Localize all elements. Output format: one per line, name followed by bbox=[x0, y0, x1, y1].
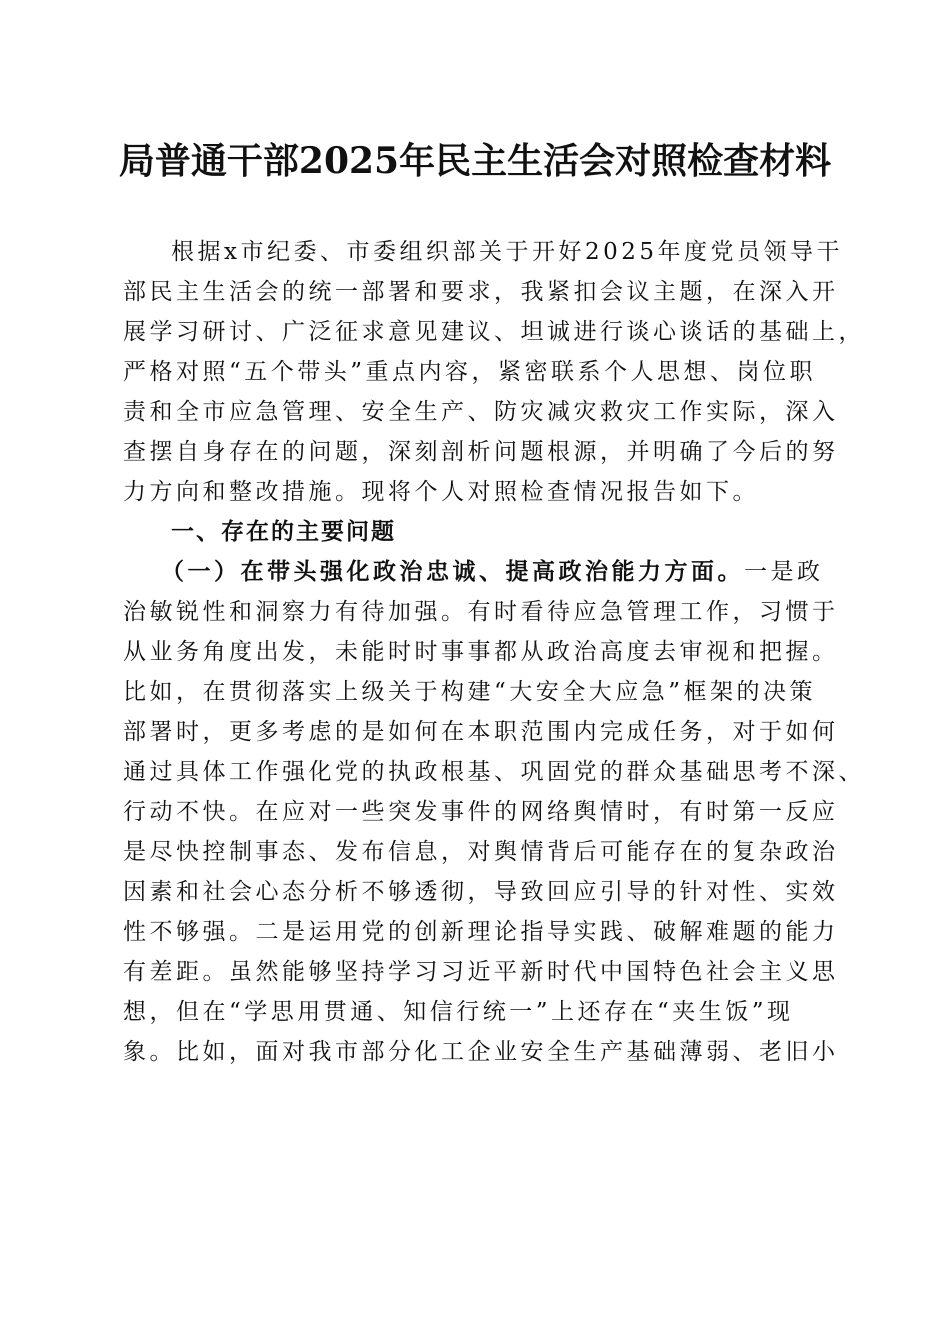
section-heading: 一、存在的主要问题 bbox=[171, 518, 396, 545]
paragraph-line: 治敏锐性和洞察力有待加强。有时看待应急管理工作，习惯于 bbox=[123, 599, 839, 625]
paragraph-line: 因素和社会心态分析不够透彻，导致回应引导的针对性、实效 bbox=[123, 879, 839, 905]
paragraph-line: 象。比如，面对我市部分化工企业安全生产基础薄弱、老旧小 bbox=[123, 1039, 839, 1065]
paragraph-line: 有差距。虽然能够坚持学习习近平新时代中国特色社会主义思 bbox=[123, 959, 839, 985]
paragraph-line: 部署时，更多考虑的是如何在本职范围内完成任务，对于如何 bbox=[123, 719, 839, 745]
document-title: 局普通干部2025年民主生活会对照检查材料 bbox=[118, 140, 832, 182]
paragraph-line: 责和全市应急管理、安全生产、防灾减灾救灾工作实际，深入 bbox=[123, 399, 839, 425]
paragraph-line: 严格对照“五个带头”重点内容，紧密联系个人思想、岗位职 bbox=[123, 359, 817, 385]
paragraph-line: 是尽快控制事态、发布信息，对舆情背后可能存在的复杂政治 bbox=[123, 839, 839, 865]
paragraph-line: 力方向和整改措施。现将个人对照检查情况报告如下。 bbox=[123, 479, 759, 505]
subsection-heading-line bbox=[123, 552, 833, 592]
paragraph-line: 从业务角度出发，未能时时事事都从政治高度去审视和把握。 bbox=[123, 639, 839, 665]
document-body bbox=[123, 232, 865, 1072]
paragraph-line: 部民主生活会的统一部署和要求，我紧扣会议主题，在深入开 bbox=[123, 279, 839, 305]
paragraph-line: 查摆自身存在的问题，深刻剖析问题根源，并明确了今后的努 bbox=[123, 439, 839, 465]
paragraph-line: 行动不快。在应对一些突发事件的网络舆情时，有时第一反应 bbox=[123, 799, 839, 825]
subsection-text-start: 一是政 bbox=[744, 559, 824, 585]
paragraph-line: 展学习研讨、广泛征求意见建议、坦诚进行谈心谈话的基础上， bbox=[123, 319, 865, 345]
paragraph-line: 根据x市纪委、市委组织部关于开好2025年度党员领导干 bbox=[171, 239, 844, 265]
paragraph-line: 想，但在“学思用贯通、知信行统一”上还存在“夹生饭”现 bbox=[123, 999, 794, 1025]
paragraph-line: 通过具体工作强化党的执政根基、巩固党的群众基础思考不深、 bbox=[123, 759, 865, 785]
paragraph-line: 比如，在贯彻落实上级关于构建“大安全大应急”框架的决策 bbox=[123, 679, 817, 705]
paragraph-line: 性不够强。二是运用党的创新理论指导实践、破解难题的能力 bbox=[123, 919, 839, 945]
subsection-heading: （一）在带头强化政治忠诚、提高政治能力方面。 bbox=[161, 558, 744, 585]
